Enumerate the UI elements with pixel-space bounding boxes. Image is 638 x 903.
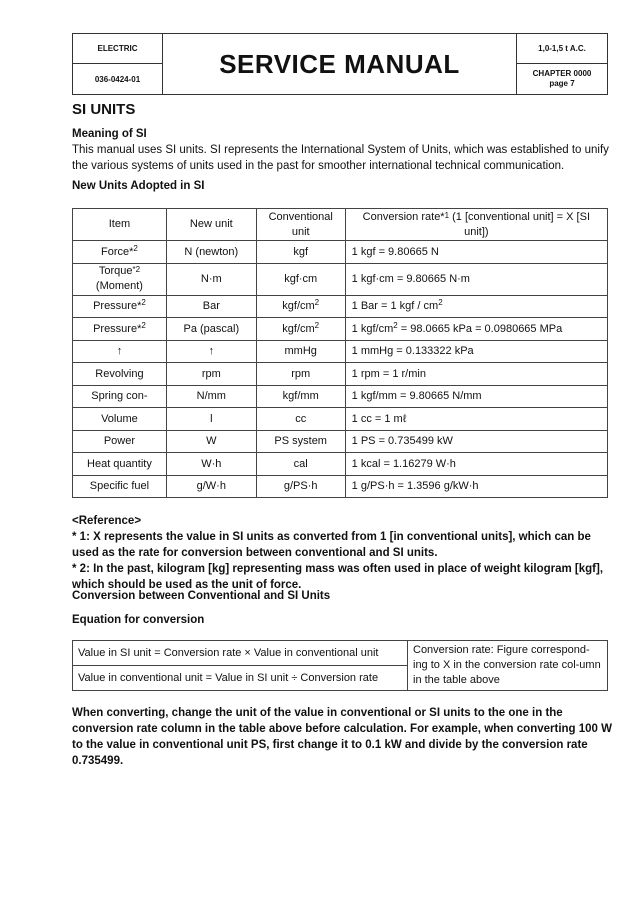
row-conv: mmHg xyxy=(256,340,345,363)
header-title: SERVICE MANUAL xyxy=(219,48,460,79)
row-conv: cc xyxy=(256,408,345,431)
table-row xyxy=(73,318,608,341)
row-rate: 1 rpm = 1 r/min xyxy=(345,363,607,386)
row-conv: kgf/cm xyxy=(282,322,315,335)
row-conv: kgf/mm xyxy=(256,385,345,408)
header-document-number: 036-0424-01 xyxy=(73,64,163,94)
row-item: Volume xyxy=(73,408,167,431)
table-row xyxy=(73,241,608,264)
row-conv-sup: 2 xyxy=(314,320,320,330)
table-row xyxy=(73,430,608,453)
row-rate: 1 kgf/mm = 9.80665 N/mm xyxy=(345,385,607,408)
row-rate: 1 g/PS·h = 1.3596 g/kW·h xyxy=(345,475,607,498)
row-item: Torque xyxy=(98,265,133,277)
units-table-header xyxy=(73,209,608,241)
row-conv: g/PS·h xyxy=(256,475,345,498)
equation-note: Conversion rate: Figure correspond-ing to X in the conversion rate col-umn in the table above xyxy=(408,641,608,691)
units-table xyxy=(72,208,608,498)
header-product-type: ELECTRIC xyxy=(73,34,163,64)
row-item: Spring con- xyxy=(73,385,167,408)
conversion-heading: Conversion between Conventional and SI Units xyxy=(72,590,331,602)
row-item: Revolving xyxy=(73,363,167,386)
row-conv: kgf/cm xyxy=(282,300,315,313)
row-rate: 1 Bar = 1 kgf / cm xyxy=(351,300,439,313)
reference-heading: <Reference> xyxy=(72,515,142,527)
row-new-unit: rpm xyxy=(166,363,256,386)
equation-heading: Equation for conversion xyxy=(72,614,205,626)
table-row xyxy=(73,475,608,498)
closing-text: When converting, change the unit of the value in conventional or SI units to the one in the conversion rate column in the table above before calculation. For example, when converting 100 W to the value in conventional unit PS, first change it to 0.1 kW and divide by the conversion rate 0.735499. xyxy=(72,707,612,767)
row-item-sup: *2 xyxy=(132,265,141,274)
equation-row xyxy=(73,641,608,666)
rate-header-sup: 1 xyxy=(444,210,450,220)
row-new-unit: ↑ xyxy=(166,340,256,363)
row-item: Specific fuel xyxy=(73,475,167,498)
row-rate: 1 cc = 1 mℓ xyxy=(345,408,607,431)
meaning-heading: Meaning of SI xyxy=(72,128,147,140)
row-conv: kgf xyxy=(256,241,345,264)
table-row xyxy=(73,295,608,318)
reference-note-1: * 1: X represents the value in SI units as converted from 1 [in conventional units], which can be used as the rate for conversion between conventional and SI units. xyxy=(72,531,591,559)
row-new-unit: Bar xyxy=(166,295,256,318)
row-new-unit: l xyxy=(166,408,256,431)
row-new-unit: N (newton) xyxy=(166,241,256,264)
row-new-unit: N·m xyxy=(166,263,256,295)
row-item-sup: 2 xyxy=(133,243,138,253)
equation-si: Value in SI unit = Conversion rate × Value in conventional unit xyxy=(73,641,408,666)
col-header-item: Item xyxy=(73,209,167,241)
row-conv: rpm xyxy=(256,363,345,386)
row-rate: 1 PS = 0.735499 kW xyxy=(345,430,607,453)
row-item: Pressure* xyxy=(93,300,142,313)
row-new-unit: g/W·h xyxy=(166,475,256,498)
row-item-sup: 2 xyxy=(141,320,146,330)
row-rate: 1 mmHg = 0.133322 kPa xyxy=(345,340,607,363)
section-title: SI UNITS xyxy=(72,101,136,118)
rate-header-text: (1 [conventional unit] = X [SI unit]) xyxy=(452,210,590,238)
row-item: Heat quantity xyxy=(73,453,167,476)
row-item: Force* xyxy=(101,245,134,258)
table-row xyxy=(73,453,608,476)
row-rate-sup: 2 xyxy=(393,320,398,330)
row-conv: PS system xyxy=(256,430,345,453)
col-header-conventional: Conventional unit xyxy=(256,209,345,241)
header-chapter-page xyxy=(516,64,607,94)
row-item: Power xyxy=(73,430,167,453)
row-rate: 1 kgf·cm = 9.80665 N·m xyxy=(345,263,607,295)
row-rate-sup: 2 xyxy=(438,298,443,308)
header-page: page 7 xyxy=(549,79,575,88)
row-rate: 1 kgf/cm xyxy=(351,322,394,335)
row-item-sub: (Moment) xyxy=(95,280,143,292)
reference-note-2: * 2: In the past, kilogram [kg] representing mass was often used in place of weight kilogram [kgf], which should be used as the unit of force. xyxy=(72,563,604,591)
table-row xyxy=(73,340,608,363)
row-conv: cal xyxy=(256,453,345,476)
table-row xyxy=(73,363,608,386)
header-model: 1,0-1,5 t A.C. xyxy=(516,34,607,64)
table-row xyxy=(73,385,608,408)
row-rate: 1 kcal = 1.16279 W·h xyxy=(345,453,607,476)
row-new-unit: Pa (pascal) xyxy=(166,318,256,341)
row-item: Pressure* xyxy=(93,322,142,335)
col-header-rate xyxy=(345,209,607,241)
row-rate: 1 kgf = 9.80665 N xyxy=(345,241,607,264)
row-rate-tail: = 98.0665 kPa = 0.0980665 MPa xyxy=(397,322,563,335)
row-conv: kgf·cm xyxy=(256,263,345,295)
row-conv-sup: 2 xyxy=(314,298,320,308)
row-new-unit: N/mm xyxy=(166,385,256,408)
equation-conventional: Value in conventional unit = Value in SI unit ÷ Conversion rate xyxy=(73,666,408,691)
equation-table xyxy=(72,640,608,691)
row-item-sup: 2 xyxy=(141,298,146,308)
row-new-unit: W xyxy=(166,430,256,453)
page-header xyxy=(72,33,608,95)
row-item: ↑ xyxy=(73,340,167,363)
meaning-text: This manual uses SI units. SI represents the International System of Units, which was established to unify the various systems of units used in the past for smoother international technical communication. xyxy=(72,144,609,172)
new-units-heading: New Units Adopted in SI xyxy=(72,180,205,192)
rate-header-prefix: Conversion rate* xyxy=(362,210,445,223)
table-row xyxy=(73,263,608,295)
row-new-unit: W·h xyxy=(166,453,256,476)
header-chapter: CHAPTER 0000 xyxy=(532,69,592,78)
table-row xyxy=(73,408,608,431)
col-header-new-unit: New unit xyxy=(166,209,256,241)
